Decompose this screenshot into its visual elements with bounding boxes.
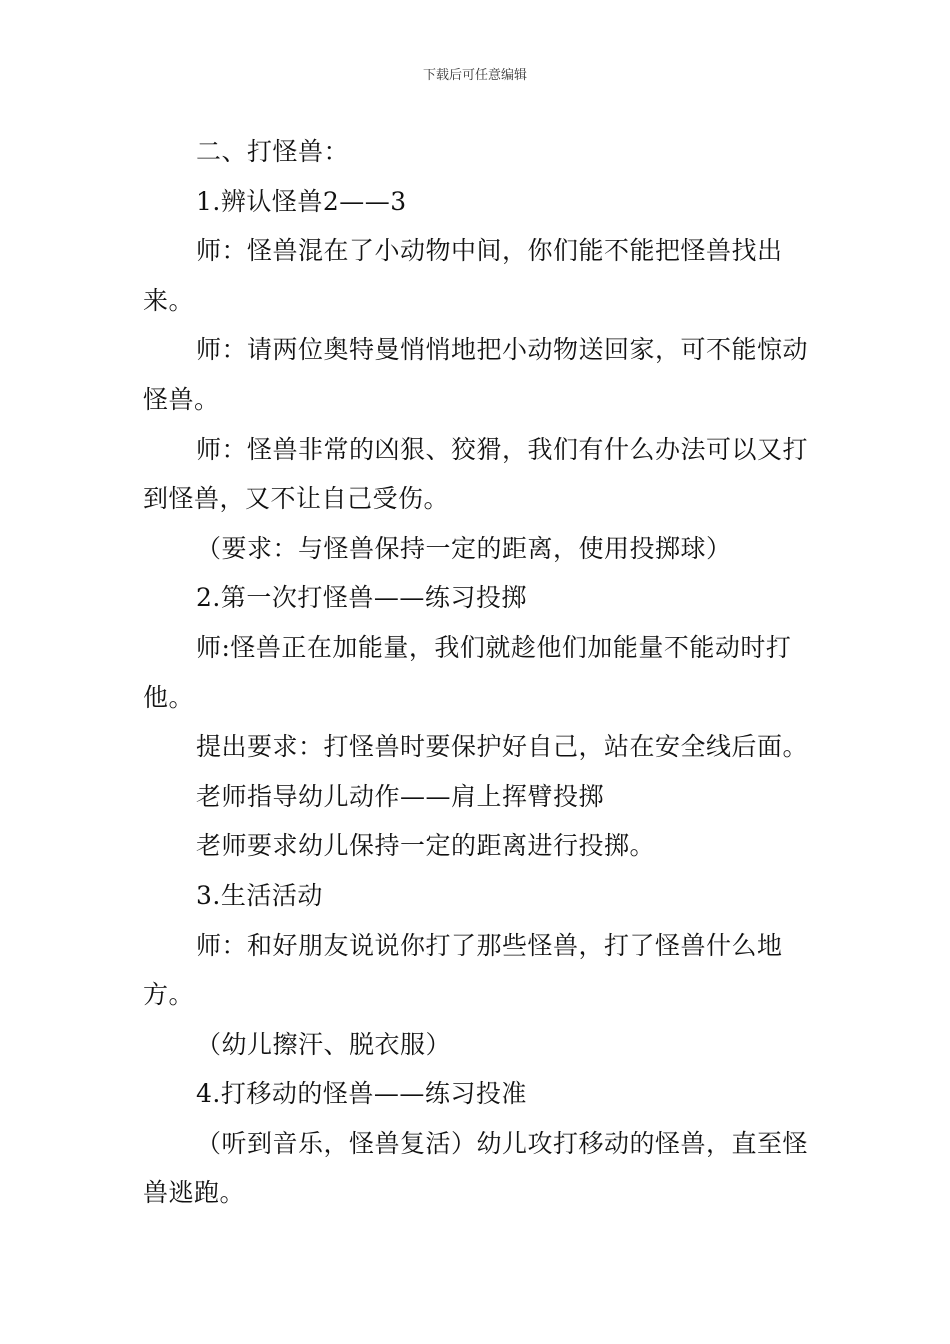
page-header: 下载后可任意编辑 <box>422 68 527 83</box>
paragraph: 提出要求：打怪兽时要保护好自己，站在安全线后面。 <box>196 732 809 762</box>
paragraph: 师：怪兽非常的凶狠、狡猾，我们有什么办法可以又打到怪兽，又不让自己受伤。 <box>143 434 809 514</box>
paragraph: （听到音乐，怪兽复活）幼儿攻打移动的怪兽，直至怪兽逃跑。 <box>143 1128 809 1208</box>
document-body <box>143 127 811 1218</box>
step-4-heading: 4.打移动的怪兽——练习投准 <box>196 1079 527 1109</box>
step-2-heading: 2.第一次打怪兽——练习投掷 <box>196 583 527 613</box>
paragraph: 老师要求幼儿保持一定的距离进行投掷。 <box>196 831 656 861</box>
step-3-heading: 3.生活活动 <box>196 880 323 910</box>
paragraph: 师：和好朋友说说你打了那些怪兽，打了怪兽什么地方。 <box>143 930 783 1010</box>
paragraph: 师：怪兽混在了小动物中间，你们能不能把怪兽找出来。 <box>143 236 783 315</box>
section-heading: 二、打怪兽： <box>196 137 350 166</box>
paragraph: 师:怪兽正在加能量，我们就趁他们加能量不能动时打他。 <box>143 632 792 712</box>
step-1-heading: 1.辨认怪兽2——3 <box>196 186 407 216</box>
paragraph: 老师指导幼儿动作——肩上挥臂投掷 <box>196 781 605 811</box>
requirement-note: （要求：与怪兽保持一定的距离，使用投掷球） <box>196 533 732 563</box>
paragraph: 师：请两位奥特曼悄悄地把小动物送回家，可不能惊动怪兽。 <box>143 335 809 414</box>
activity-note: （幼儿擦汗、脱衣服） <box>196 1029 452 1059</box>
